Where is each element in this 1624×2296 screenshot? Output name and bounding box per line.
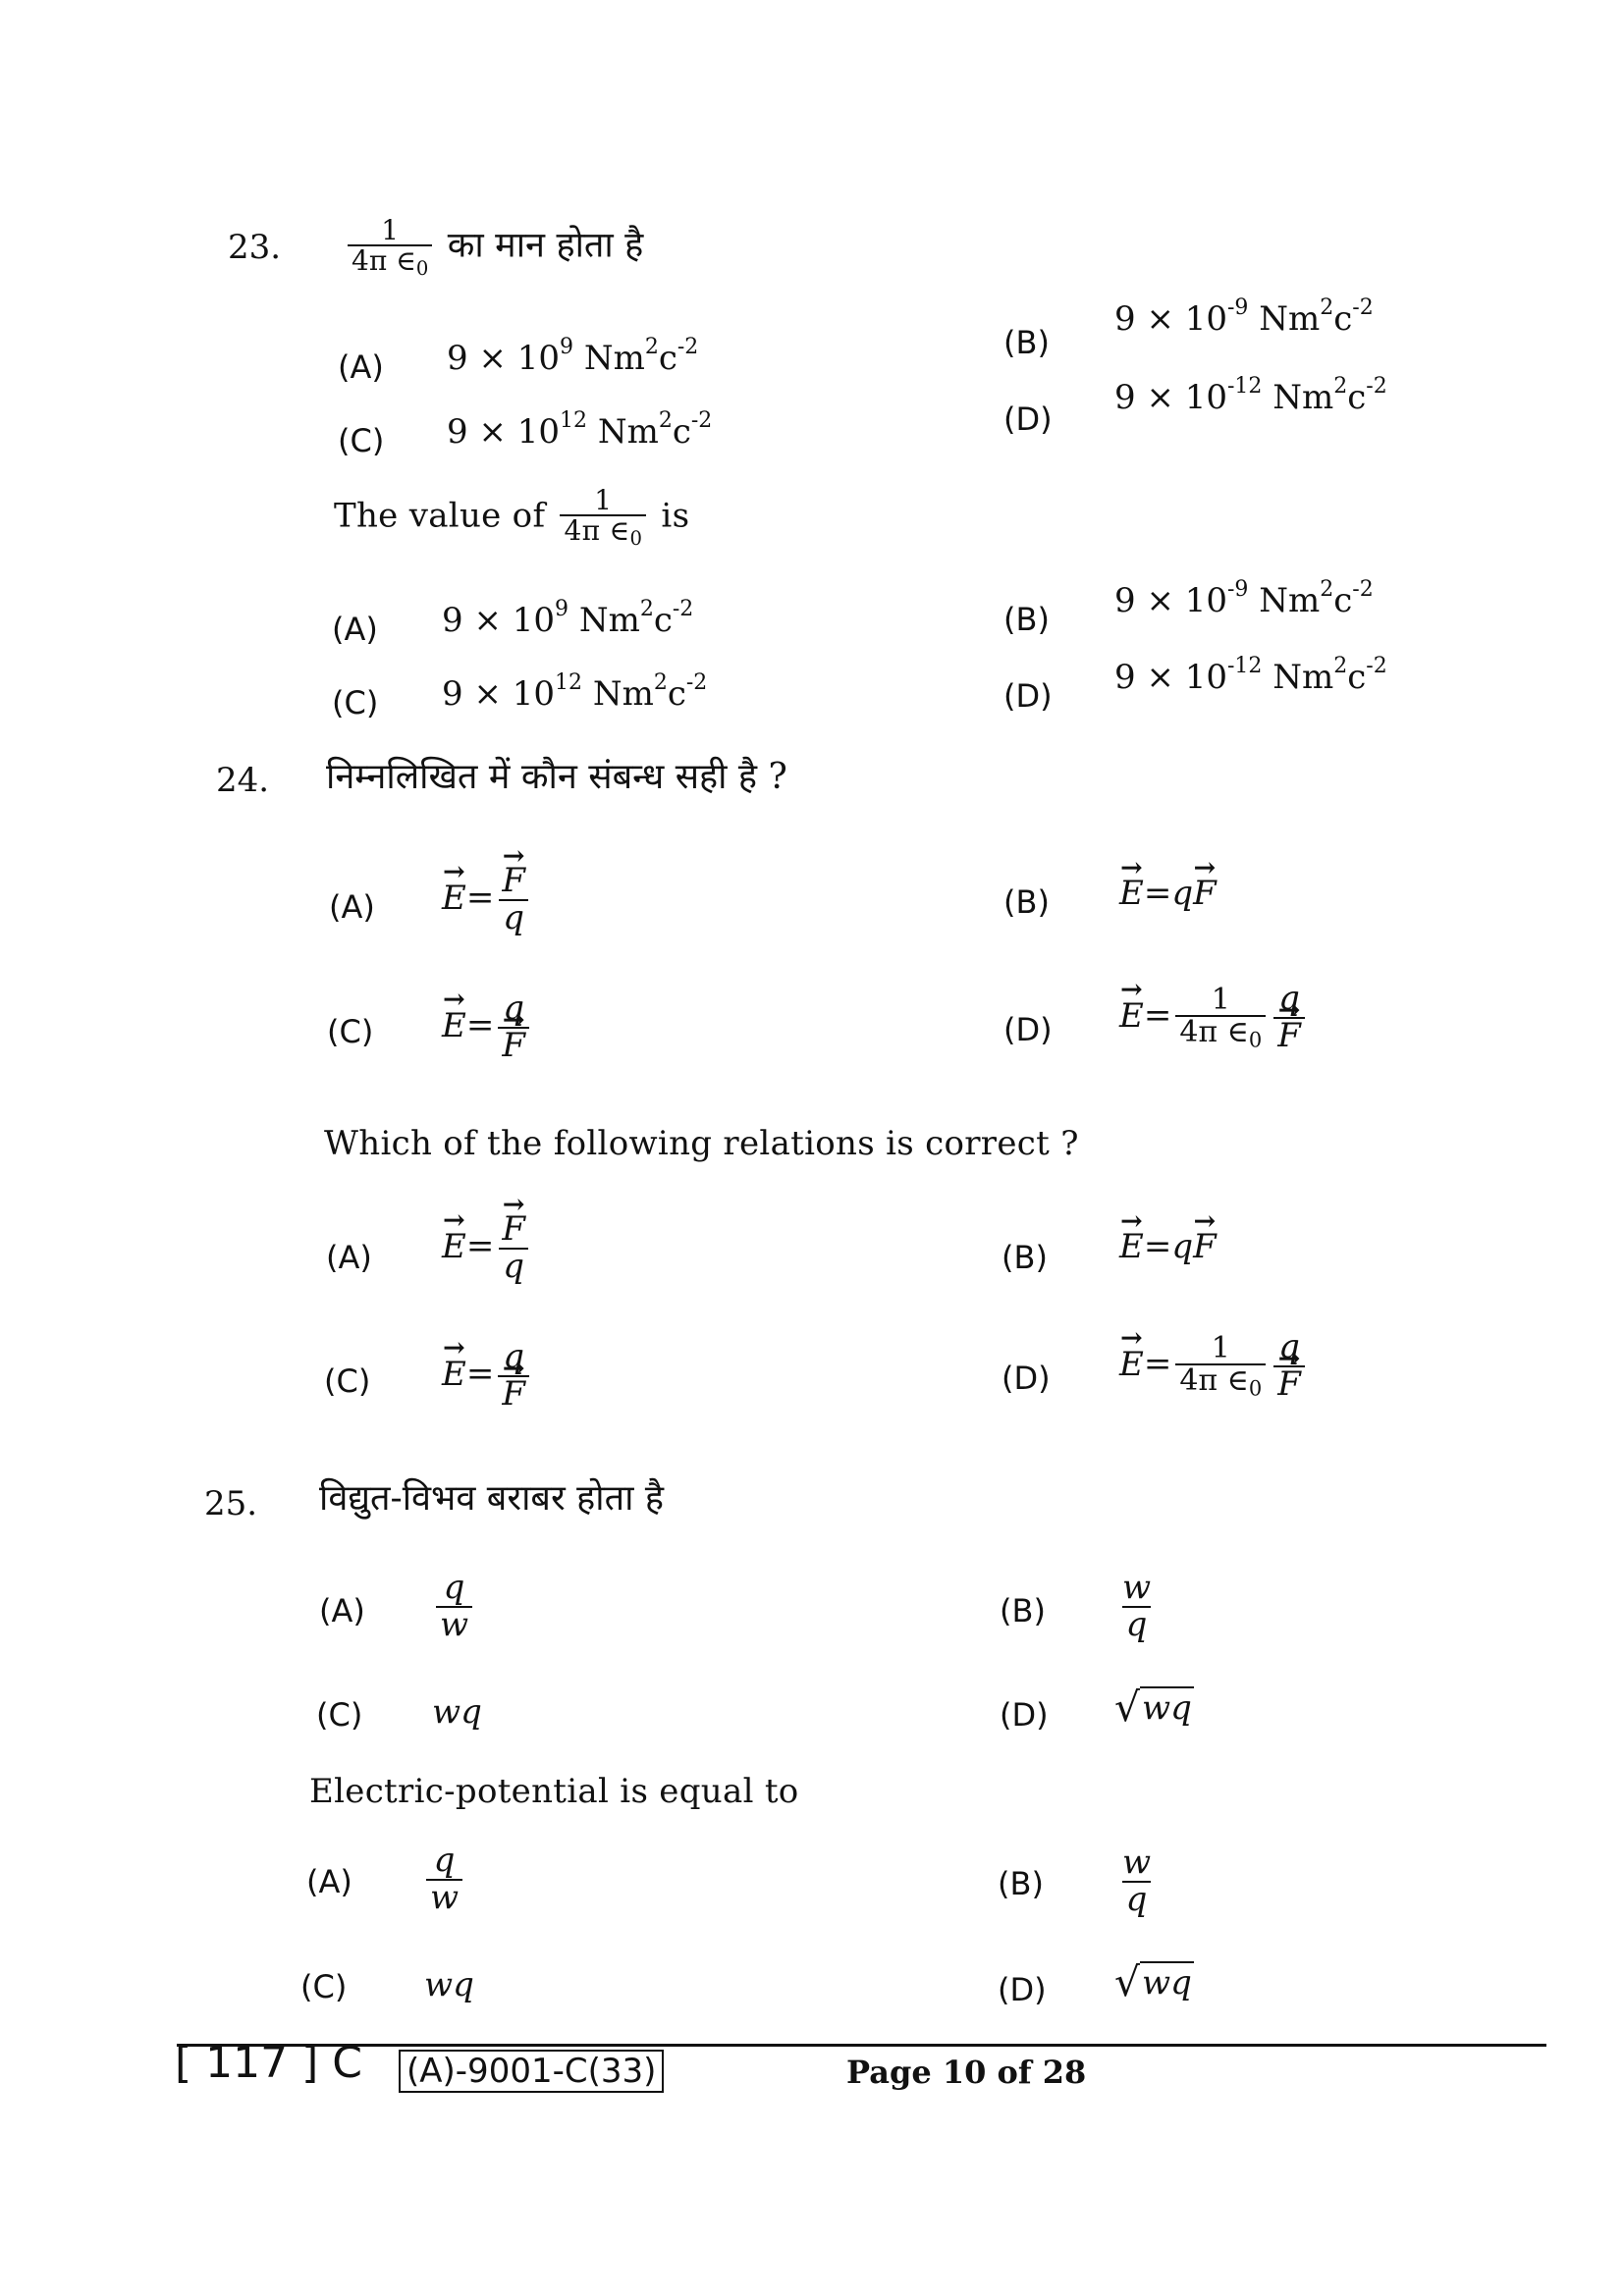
q25-hi-option-d-label: (D) bbox=[1000, 1696, 1049, 1734]
q24-en-option-a-label: (A) bbox=[326, 1239, 372, 1276]
q23-hi-option-c: $9 \times 10^{12}$ $Nm^2c^{-2}$ bbox=[447, 408, 713, 452]
q23-en-option-a: $9 \times 10^9$ $Nm^2c^{-2}$ bbox=[442, 597, 694, 640]
question-24-english: Which of the following relations is correct ? bbox=[324, 1124, 1079, 1163]
question-23-number: 23. bbox=[228, 228, 282, 267]
q25-en-option-c: wq bbox=[424, 1965, 474, 2004]
footer-page-number: Page 10 of 28 bbox=[846, 2054, 1087, 2091]
q23-hi-option-d-label: (D) bbox=[1003, 400, 1053, 438]
q25-en-option-d-label: (D) bbox=[998, 1971, 1047, 2008]
q25-hi-option-a-label: (A) bbox=[319, 1592, 365, 1629]
q24-en-option-c: → E= q → F bbox=[442, 1340, 533, 1412]
q23-hi-option-d: $9 \times 10^{-12}$ $Nm^2c^{-2}$ bbox=[1114, 374, 1387, 417]
q25-hi-option-a: $\frac{q}{w}$ bbox=[432, 1571, 476, 1642]
q24-en-option-d: → E= $\frac{1}{4\pi \in_0}$ q → F bbox=[1119, 1330, 1309, 1402]
question-23-hindi: $\frac{1}{4\pi \in_0}$ का मान होता है bbox=[344, 216, 643, 280]
q23-hi-option-a-label: (A) bbox=[338, 348, 384, 386]
question-25-number: 25. bbox=[204, 1484, 258, 1523]
q24-hi-option-d: → E= $\frac{1}{4\pi \in_0}$ q → F bbox=[1119, 982, 1309, 1053]
q23-hi-option-b: $9 \times 10^{-9}$ $Nm^2c^{-2}$ bbox=[1114, 295, 1374, 339]
q24-hi-option-a: → E= → $\frac{F}{q}$ bbox=[442, 864, 533, 935]
q25-hi-option-b-label: (B) bbox=[1000, 1592, 1046, 1629]
q23-en-option-d-label: (D) bbox=[1003, 677, 1053, 715]
q25-hi-option-d: √ wq bbox=[1114, 1683, 1192, 1732]
q24-en-option-a: → E= → $\frac{F}{q}$ bbox=[442, 1212, 533, 1284]
footer-paper-code: [ 117 ] C bbox=[175, 2038, 362, 2088]
q23-hi-option-c-label: (C) bbox=[338, 422, 385, 459]
q23-hi-option-b-label: (B) bbox=[1003, 324, 1050, 361]
q25-en-option-a: $\frac{q}{w}$ bbox=[422, 1843, 466, 1915]
footer-booklet-code: (A)-9001-C(33) bbox=[399, 2050, 664, 2093]
question-24-number: 24. bbox=[216, 761, 270, 800]
q24-hi-option-c: → E= q → F bbox=[442, 991, 533, 1063]
q24-hi-option-c-label: (C) bbox=[327, 1013, 374, 1050]
q24-hi-option-b: → E=q→ F bbox=[1119, 874, 1217, 913]
q25-en-option-d: √ wq bbox=[1114, 1958, 1192, 2006]
q24-en-option-b-label: (B) bbox=[1001, 1239, 1048, 1276]
q24-hi-option-b-label: (B) bbox=[1003, 883, 1050, 921]
q25-en-option-b-label: (B) bbox=[998, 1865, 1044, 1902]
q25-hi-option-c: wq bbox=[432, 1692, 482, 1732]
q25-en-option-c-label: (C) bbox=[300, 1968, 348, 2005]
question-24-hindi: निम्नलिखित में कौन संबन्ध सही है ? bbox=[326, 757, 787, 797]
q23-en-option-a-label: (A) bbox=[332, 611, 378, 648]
q25-hi-option-c-label: (C) bbox=[316, 1696, 363, 1734]
fraction-1-over-4pi-eps0: $\frac{1}{4\pi \in_0}$ bbox=[348, 216, 432, 280]
footer-rule bbox=[177, 2044, 1546, 2047]
q23-en-option-b: $9 \times 10^{-9}$ $Nm^2c^{-2}$ bbox=[1114, 577, 1374, 620]
q25-hi-option-b: $\frac{w}{q}$ bbox=[1122, 1568, 1152, 1644]
q24-en-option-c-label: (C) bbox=[324, 1362, 371, 1400]
q23-hi-option-a: $9 \times 10^9$ $Nm^2c^{-2}$ bbox=[447, 335, 699, 378]
question-25-english: Electric-potential is equal to bbox=[309, 1772, 799, 1811]
q23-en-option-b-label: (B) bbox=[1003, 601, 1050, 638]
q24-hi-option-a-label: (A) bbox=[329, 888, 375, 926]
q24-en-option-b: → E=q→ F bbox=[1119, 1227, 1217, 1266]
q25-en-option-a-label: (A) bbox=[306, 1863, 352, 1900]
fraction-1-over-4pi-eps0-en: $\frac{1}{4\pi \in_0}$ bbox=[560, 486, 646, 550]
q23-en-option-c: $9 \times 10^{12}$ $Nm^2c^{-2}$ bbox=[442, 670, 708, 714]
q23-en-option-c-label: (C) bbox=[332, 684, 379, 721]
q25-en-option-b: $\frac{w}{q}$ bbox=[1122, 1842, 1152, 1919]
question-23-english: The value of $\frac{1}{4\pi \in_0}$ is bbox=[334, 484, 690, 551]
question-25-hindi: विद्युत-विभव बराबर होता है bbox=[319, 1478, 664, 1519]
q24-en-option-d-label: (D) bbox=[1001, 1360, 1051, 1397]
q23-en-option-d: $9 \times 10^{-12}$ $Nm^2c^{-2}$ bbox=[1114, 654, 1387, 697]
q24-hi-option-d-label: (D) bbox=[1003, 1011, 1053, 1048]
